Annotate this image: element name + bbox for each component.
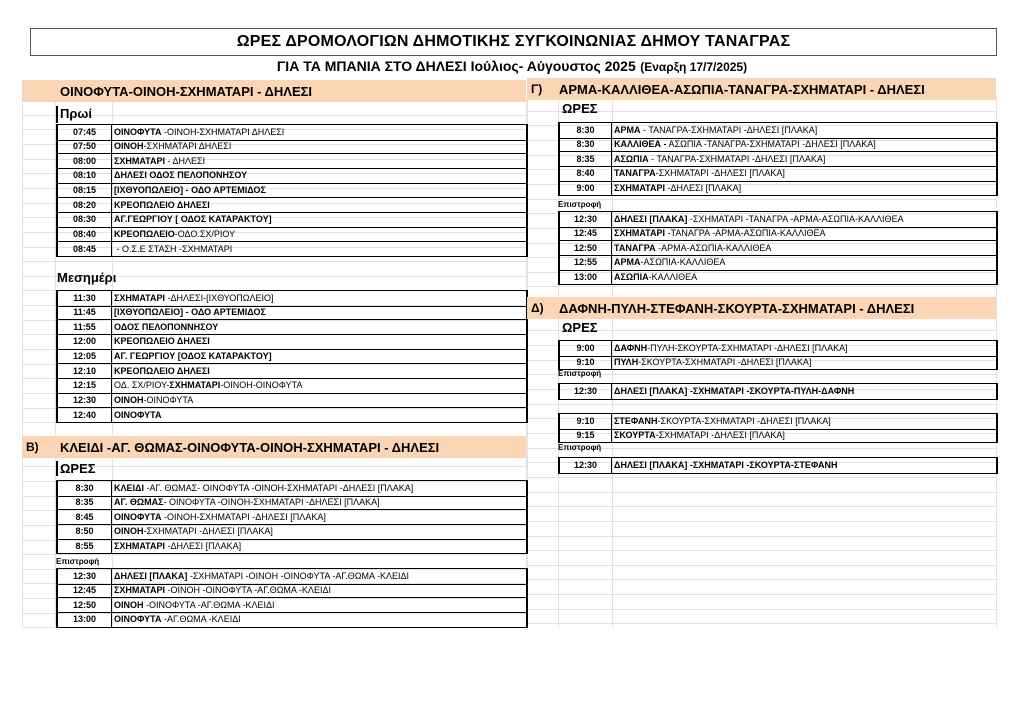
- schedule-row: [56, 539, 528, 555]
- stop-list: [612, 341, 848, 356]
- schedule-row: [56, 378, 528, 394]
- section-hours: ΩΡΕΣ: [56, 461, 116, 476]
- stop-rest: -ΣΧΗΜΑΤΑΡΙ -ΔΗΛΕΣΙ [ΠΛΑΚΑ]: [655, 168, 785, 179]
- stop-rest: ΟΔ. ΣΧ/ΡΙΟΥ-: [114, 380, 170, 391]
- stop-bold: ΣΧΗΜΑΤΑΡΙ: [614, 182, 665, 193]
- departure-time: 08:20: [56, 197, 112, 212]
- stop-list: [112, 125, 284, 140]
- schedule-row: [56, 349, 528, 365]
- stop-rest: ΑΣΩΠΙΑ -ΤΑΝΑΓΡΑ-ΣΧΗΜΑΤΑΡΙ -ΔΗΛΕΣΙ [ΠΛΑΚΑ]: [666, 138, 876, 149]
- route-header: [22, 80, 526, 102]
- stop-rest: -ΣΧΗΜΑΤΑΡΙ -ΔΗΛΕΣΙ [ΠΛΑΚΑ]: [143, 526, 273, 537]
- stop-rest: -ΑΡΜΑ-ΑΣΩΠΙΑ-ΚΑΛΛΙΘΕΑ: [655, 242, 772, 253]
- section-hours: ΩΡΕΣ: [562, 320, 598, 335]
- departure-time: 12:05: [56, 349, 112, 364]
- stop-list: [612, 181, 741, 196]
- departure-time: 12:45: [558, 226, 612, 241]
- section-return: Επιστροφή: [558, 369, 602, 378]
- section-return: Επιστροφή: [558, 443, 602, 452]
- stop-rest: -ΠΥΛΗ-ΣΚΟΥΡΤΑ-ΣΧΗΜΑΤΑΡΙ -ΔΗΛΕΣΙ [ΠΛΑΚΑ]: [647, 343, 848, 354]
- schedule-row: [56, 241, 528, 257]
- departure-time: 11:55: [56, 319, 112, 334]
- stop-list: [112, 495, 380, 510]
- stop-list: [112, 539, 241, 554]
- grid-line: [527, 521, 996, 522]
- departure-time: 12:55: [558, 255, 612, 270]
- stop-list: [112, 524, 273, 539]
- departure-time: 08:10: [56, 168, 112, 183]
- departure-time: 13:00: [558, 270, 612, 285]
- section-noon: Μεσημέρι: [57, 270, 117, 285]
- departure-time: 08:45: [56, 241, 112, 256]
- grid-line: [527, 286, 996, 287]
- stop-list: [112, 241, 232, 256]
- stop-rest: -ΣΧΗΜΑΤΑΡΙ -ΔΗΛΕΣΙ [ΠΛΑΚΑ]: [655, 429, 785, 440]
- stop-bold: ΣΚΟΥΡΤΑ: [614, 429, 656, 440]
- departure-time: 12:00: [56, 334, 112, 349]
- schedule-row: [558, 355, 998, 371]
- schedule-row: [558, 166, 998, 182]
- departure-time: 8:55: [56, 539, 112, 554]
- departure-time: 08:00: [56, 153, 112, 168]
- schedule-row: [558, 255, 998, 271]
- stop-rest: -ΟΙΝΟΗ -ΟΙΝΟΦΥΤΑ -ΑΓ.ΘΩΜΑ -ΚΛΕΙΔΙ: [165, 584, 331, 595]
- stop-rest: -ΟΙΝΟΗ-ΣΧΗΜΑΤΑΡΙ ΔΗΛΕΣΙ: [161, 127, 285, 138]
- departure-time: 8:30: [558, 137, 612, 152]
- stop-list: [112, 334, 210, 349]
- stop-bold: ΣΧΗΜΑΤΑΡΙ: [114, 584, 165, 595]
- stop-bold: ΚΑΛΛΙΘΕΑ -: [614, 138, 667, 149]
- stop-bold: ΣΧΗΜΑΤΑΡΙ: [614, 227, 665, 238]
- stop-list: [112, 139, 231, 154]
- departure-time: 8:40: [558, 166, 612, 181]
- stop-list: [612, 458, 837, 473]
- stop-bold: ΟΙΝΟΗ: [114, 394, 144, 405]
- stop-list: [612, 255, 725, 270]
- departure-time: 9:00: [558, 181, 612, 196]
- stop-list: [112, 168, 247, 183]
- schedule-row: [56, 153, 528, 169]
- stop-bold: ΟΔΟΣ ΠΕΛΟΠΟΝΝΗΣΟΥ: [114, 321, 219, 332]
- stop-list: [112, 197, 210, 212]
- stop-bold: ΣΧΗΜΑΤΑΡΙ: [114, 155, 165, 166]
- departure-time: 8:50: [56, 524, 112, 539]
- grid-line: [527, 492, 996, 493]
- grid-line: [527, 404, 996, 405]
- stop-list: [112, 319, 218, 334]
- subtitle-main: ΓΙΑ ΤΑ ΜΠΑΝΙΑ ΣΤΟ ΔΗΛΕΣΙ Ιούλιος- Αύγουστος 2025: [276, 58, 636, 74]
- stop-rest: -ΟΙΝΟΦΥΤΑ: [143, 394, 194, 405]
- schedule-row: [558, 428, 998, 444]
- grid-line: [527, 506, 996, 507]
- stop-rest: -ΟΔΟ.ΣΧ/ΡΙΟΥ: [174, 228, 236, 239]
- stop-rest: - ΟΙΝΟΦΥΤΑ -ΟΙΝΟΗ-ΣΧΗΜΑΤΑΡΙ -ΔΗΛΕΣΙ [ΠΛΑΚΑ]: [163, 496, 380, 507]
- departure-time: 12:30: [56, 569, 112, 584]
- grid-line: [527, 594, 996, 595]
- stop-bold: ΔΗΛΕΣΙ [ΠΛΑΚΑ] -ΣΧΗΜΑΤΑΡΙ -ΣΚΟΥΡΤΑ-ΠΥΛΗ-ΔΑΦΝΗ: [614, 386, 855, 397]
- stop-bold: ΤΑΝΑΓΡΑ: [614, 168, 656, 179]
- departure-time: 9:10: [558, 414, 612, 429]
- stop-bold: ΔΗΛΕΣΙ [ΠΛΑΚΑ]: [614, 214, 688, 225]
- departure-time: 12:30: [558, 212, 612, 227]
- departure-time: 12:30: [56, 393, 112, 408]
- departure-time: 8:30: [558, 123, 612, 138]
- route-letter: Δ): [531, 301, 544, 315]
- stop-list: [612, 137, 876, 152]
- stop-rest: -ΔΗΛΕΣΙ-[ΙΧΘΥΟΠΩΛΕΙΟ]: [165, 293, 274, 304]
- departure-time: 12:10: [56, 363, 112, 378]
- schedule-row: [56, 393, 528, 409]
- departure-time: 11:30: [56, 291, 112, 306]
- stop-bold: ΑΓ. ΓΕΩΡΓΙΟΥ [ΟΔΟΣ ΚΑΤΑΡΑΚΤΟΥ]: [114, 350, 272, 361]
- departure-time: 12:50: [558, 240, 612, 255]
- schedule-row: [56, 227, 528, 243]
- stop-list: [112, 183, 266, 198]
- schedule-row: [56, 583, 528, 599]
- stop-list: [612, 270, 697, 285]
- schedule-row: [558, 457, 998, 474]
- stop-list: [612, 428, 785, 443]
- schedule-row: [56, 524, 528, 540]
- stop-bold: ΣΧΗΜΑΤΑΡΙ: [114, 540, 165, 551]
- stop-bold: ΔΗΛΕΣΙ ΟΔΟΣ ΠΕΛΟΠΟΝΗΣΟΥ: [114, 170, 248, 181]
- stop-bold: ΟΙΝΟΗ: [114, 140, 144, 151]
- route-name: ΔΑΦΝΗ-ΠΥΛΗ-ΣΤΕΦΑΝΗ-ΣΚΟΥΡΤΑ-ΣΧΗΜΑΤΑΡΙ - ΔΗΛΕΣΙ: [559, 300, 915, 316]
- departure-time: 07:45: [56, 125, 112, 140]
- schedule-row: [558, 137, 998, 153]
- route-letter: Β): [26, 440, 39, 454]
- schedule-row: [56, 495, 528, 511]
- stop-list: [612, 166, 785, 181]
- departure-time: 9:00: [558, 341, 612, 356]
- stop-bold: ΑΣΩΠΙΑ: [614, 271, 649, 282]
- section-return: Επιστροφή: [56, 557, 100, 566]
- stop-list: [112, 509, 326, 524]
- stop-list: [112, 305, 266, 320]
- schedule-row: [56, 212, 528, 228]
- stop-bold: ΣΤΕΦΑΝΗ: [614, 416, 658, 427]
- stop-rest: -ΣΧΗΜΑΤΑΡΙ -ΤΑΝΑΓΡΑ -ΑΡΜΑ-ΑΣΩΠΙΑ-ΚΑΛΛΙΘΕΑ: [687, 214, 904, 225]
- schedule-row: [558, 226, 998, 242]
- stop-bold: ΔΗΛΕΣΙ [ΠΛΑΚΑ]: [114, 571, 188, 582]
- stop-list: [112, 597, 274, 612]
- schedule-row: [558, 151, 998, 167]
- stop-list: [112, 212, 272, 227]
- stop-rest: -ΣΧΗΜΑΤΑΡΙ -ΟΙΝΟΗ -ΟΙΝΟΦΥΤΑ -ΑΓ.ΘΩΜΑ -ΚΛΕΙΔΙ: [187, 571, 410, 582]
- departure-time: 08:15: [56, 183, 112, 198]
- route-header: [22, 436, 526, 458]
- departure-time: 9:10: [558, 355, 612, 370]
- stop-rest: -ΑΓ.ΘΩΜΑ -ΚΛΕΙΔΙ: [161, 614, 241, 625]
- stop-bold: ΚΡΕΟΠΩΛΕΙΟ: [114, 228, 175, 239]
- departure-time: 12:30: [558, 458, 612, 473]
- stop-rest: -ΟΙΝΟΗ-ΣΧΗΜΑΤΑΡΙ -ΔΗΛΕΣΙ [ΠΛΑΚΑ]: [161, 511, 326, 522]
- route-name: ΟΙΝΟΦΥΤΑ-ΟΙΝΟΗ-ΣΧΗΜΑΤΑΡΙ - ΔΗΛΕΣΙ: [60, 83, 313, 99]
- stop-rest: - Ο.Σ.Ε ΣΤΑΣΗ -ΣΧΗΜΑΤΑΡΙ: [114, 243, 233, 254]
- route-name: ΑΡΜΑ-ΚΑΛΛΙΘΕΑ-ΑΣΩΠΙΑ-ΤΑΝΑΓΡΑ-ΣΧΗΜΑΤΑΡΙ - ΔΗΛΕΣΙ: [559, 81, 925, 97]
- stop-bold: ΚΡΕΟΠΩΛΕΙΟ ΔΗΛΕΣΙ: [114, 199, 210, 210]
- schedule-row: [56, 334, 528, 350]
- stop-list: [612, 151, 825, 166]
- stop-bold: ΟΙΝΟΗ: [114, 526, 144, 537]
- departure-time: 9:15: [558, 428, 612, 443]
- schedule-row: [56, 363, 528, 379]
- stop-list: [112, 583, 331, 598]
- stop-list: [112, 291, 274, 306]
- stop-rest: -ΤΑΝΑΓΡΑ -ΑΡΜΑ-ΑΣΩΠΙΑ-ΚΑΛΛΙΘΕΑ: [665, 227, 826, 238]
- stop-list: [612, 414, 831, 429]
- stop-list: [612, 226, 825, 241]
- section-hours: ΩΡΕΣ: [562, 101, 598, 116]
- stop-bold: [ΙΧΘΥΟΠΩΛΕΙΟ] - ΟΔΟ ΑΡΤΕΜΙΔΟΣ: [114, 306, 266, 317]
- stop-bold: ΟΙΝΟΦΥΤΑ: [114, 409, 162, 420]
- schedule-row: [56, 305, 528, 321]
- departure-time: 07:50: [56, 139, 112, 154]
- schedule-row: [558, 270, 998, 286]
- departure-time: 12:30: [558, 384, 612, 399]
- route-header: [527, 297, 996, 319]
- grid-line: [527, 579, 996, 580]
- stop-rest: - ΔΗΛΕΣΙ: [165, 155, 206, 166]
- stop-list: [112, 153, 205, 168]
- stop-rest: -ΟΙΝΟΗ-ΟΙΝΟΦΥΤΑ: [220, 380, 303, 391]
- stop-bold: ΔΑΦΝΗ: [614, 343, 648, 354]
- schedule-row: [56, 139, 528, 155]
- stop-bold: ΑΣΩΠΙΑ: [614, 153, 649, 164]
- stop-rest: -ΑΓ. ΘΩΜΑΣ- ΟΙΝΟΦΥΤΑ -ΟΙΝΟΗ-ΣΧΗΜΑΤΑΡΙ -ΔΗΛΕΣΙ [ΠΛΑΚΑ]: [143, 483, 414, 494]
- section-morning: Πρωί: [56, 106, 116, 123]
- grid-line: [527, 477, 996, 478]
- departure-time: 12:40: [56, 407, 112, 422]
- stop-rest: -ΔΗΛΕΣΙ [ΠΛΑΚΑ]: [665, 182, 742, 193]
- schedule-row: [56, 597, 528, 613]
- subtitle-note: (Εναρξη 17/7/2025): [640, 60, 748, 74]
- stop-rest: -ΟΙΝΟΦΥΤΑ -ΑΓ.ΘΩΜΑ -ΚΛΕΙΔΙ: [143, 599, 275, 610]
- stop-rest: - ΤΑΝΑΓΡΑ-ΣΧΗΜΑΤΑΡΙ -ΔΗΛΕΣΙ [ΠΛΑΚΑ]: [640, 125, 818, 136]
- grid-line: [527, 550, 996, 551]
- stop-list: [112, 227, 235, 242]
- stop-rest: - ΤΑΝΑΓΡΑ-ΣΧΗΜΑΤΑΡΙ -ΔΗΛΕΣΙ [ΠΛΑΚΑ]: [648, 153, 826, 164]
- schedule-row: [558, 383, 998, 400]
- stop-bold: ΠΥΛΗ: [614, 356, 639, 367]
- section-return: Επιστροφή: [558, 200, 602, 209]
- stop-list: [112, 363, 210, 378]
- schedule-row: [56, 197, 528, 213]
- grid-line: [527, 565, 996, 566]
- document-subtitle: [0, 58, 1024, 76]
- stop-list: [612, 240, 771, 255]
- stop-bold: ΟΙΝΟΦΥΤΑ: [114, 614, 162, 625]
- departure-time: 8:45: [56, 509, 112, 524]
- stop-bold: ΑΓ.ΓΕΩΡΓΙΟΥ [ ΟΔΟΣ ΚΑΤΑΡΑΚΤΟΥ]: [114, 214, 272, 225]
- departure-time: 12:50: [56, 597, 112, 612]
- stop-rest: -ΑΣΩΠΙΑ-ΚΑΛΛΙΘΕΑ: [640, 257, 726, 268]
- grid-line: [527, 623, 996, 624]
- stop-rest: -ΚΑΛΛΙΘΕΑ: [648, 271, 698, 282]
- stop-bold: ΔΗΛΕΣΙ [ΠΛΑΚΑ] -ΣΧΗΜΑΤΑΡΙ -ΣΚΟΥΡΤΑ-ΣΤΕΦΑΝΗ: [614, 460, 838, 471]
- stop-list: [612, 123, 817, 138]
- schedule-row: [56, 168, 528, 184]
- stop-list: [112, 569, 409, 584]
- stop-bold: ΟΙΝΟΦΥΤΑ: [114, 127, 162, 138]
- stop-rest: -ΣΚΟΥΡΤΑ-ΣΧΗΜΑΤΑΡΙ -ΔΗΛΕΣΙ [ΠΛΑΚΑ]: [638, 356, 812, 367]
- stop-list: [612, 355, 811, 370]
- stop-bold: ΑΓ. ΘΩΜΑΣ: [114, 496, 164, 507]
- stop-bold: ΟΙΝΟΗ: [114, 599, 144, 610]
- stop-list: [112, 349, 272, 364]
- stop-list: [112, 407, 161, 422]
- stop-rest: -ΣΚΟΥΡΤΑ-ΣΧΗΜΑΤΑΡΙ -ΔΗΛΕΣΙ [ΠΛΑΚΑ]: [657, 416, 831, 427]
- grid-line: [22, 261, 526, 262]
- departure-time: 08:30: [56, 212, 112, 227]
- stop-bold: ΑΡΜΑ: [614, 257, 641, 268]
- departure-time: 12:15: [56, 378, 112, 393]
- grid-line: [527, 536, 996, 537]
- stop-bold: ΤΑΝΑΓΡΑ: [614, 242, 656, 253]
- stop-list: [112, 612, 241, 627]
- stop-bold: ΚΡΕΟΠΩΛΕΙΟ ΔΗΛΕΣΙ: [114, 365, 210, 376]
- stop-bold: ΣΧΗΜΑΤΑΡΙ: [169, 380, 221, 391]
- departure-time: 12:45: [56, 583, 112, 598]
- stop-list: [112, 378, 303, 393]
- stop-bold: ΚΛΕΙΔΙ: [114, 483, 144, 494]
- stop-rest: -ΣΧΗΜΑΤΑΡΙ ΔΗΛΕΣΙ: [143, 140, 232, 151]
- stop-list: [612, 384, 854, 399]
- stop-bold: [ΙΧΘΥΟΠΩΛΕΙΟ] - ΟΔΟ ΑΡΤΕΜΙΔΟΣ: [114, 184, 266, 195]
- route-header: [527, 78, 996, 100]
- route-name: ΚΛΕΙΔΙ -ΑΓ. ΘΩΜΑΣ-ΟΙΝΟΦΥΤΑ-ΟΙΝΟΗ-ΣΧΗΜΑΤΑΡΙ - ΔΗΛΕΣΙ: [60, 439, 440, 455]
- stop-bold: ΑΡΜΑ: [614, 125, 641, 136]
- departure-time: 8:35: [56, 495, 112, 510]
- stop-bold: ΚΡΕΟΠΩΛΕΙΟ ΔΗΛΕΣΙ: [114, 336, 210, 347]
- schedule-row: [56, 183, 528, 199]
- stop-bold: ΣΧΗΜΑΤΑΡΙ: [114, 293, 165, 304]
- stop-list: [112, 393, 193, 408]
- departure-time: 8:35: [558, 151, 612, 166]
- route-letter: Γ): [531, 82, 543, 96]
- stop-rest: -ΔΗΛΕΣΙ [ΠΛΑΚΑ]: [165, 540, 242, 551]
- schedule-row: [56, 407, 528, 423]
- departure-time: 13:00: [56, 612, 112, 627]
- schedule-row: [558, 181, 998, 197]
- schedule-row: [558, 240, 998, 256]
- schedule-row: [56, 509, 528, 525]
- schedule-row: [56, 612, 528, 628]
- stop-list: [612, 212, 904, 227]
- document-title: ΩΡΕΣ ΔΡΟΜΟΛΟΓΙΩΝ ΔΗΜΟΤΙΚΗΣ ΣΥΓΚΟΙΝΩΝΙΑΣ ΔΗΜΟΥ ΤΑΝΑΓΡΑΣ: [30, 28, 997, 56]
- schedule-row: [56, 319, 528, 335]
- departure-time: 08:40: [56, 227, 112, 242]
- stop-bold: ΟΙΝΟΦΥΤΑ: [114, 511, 162, 522]
- stop-list: [112, 481, 413, 496]
- departure-time: 11:45: [56, 305, 112, 320]
- grid-line: [22, 100, 23, 628]
- grid-line: [527, 609, 996, 610]
- departure-time: 8:30: [56, 481, 112, 496]
- grid-line: [22, 554, 526, 555]
